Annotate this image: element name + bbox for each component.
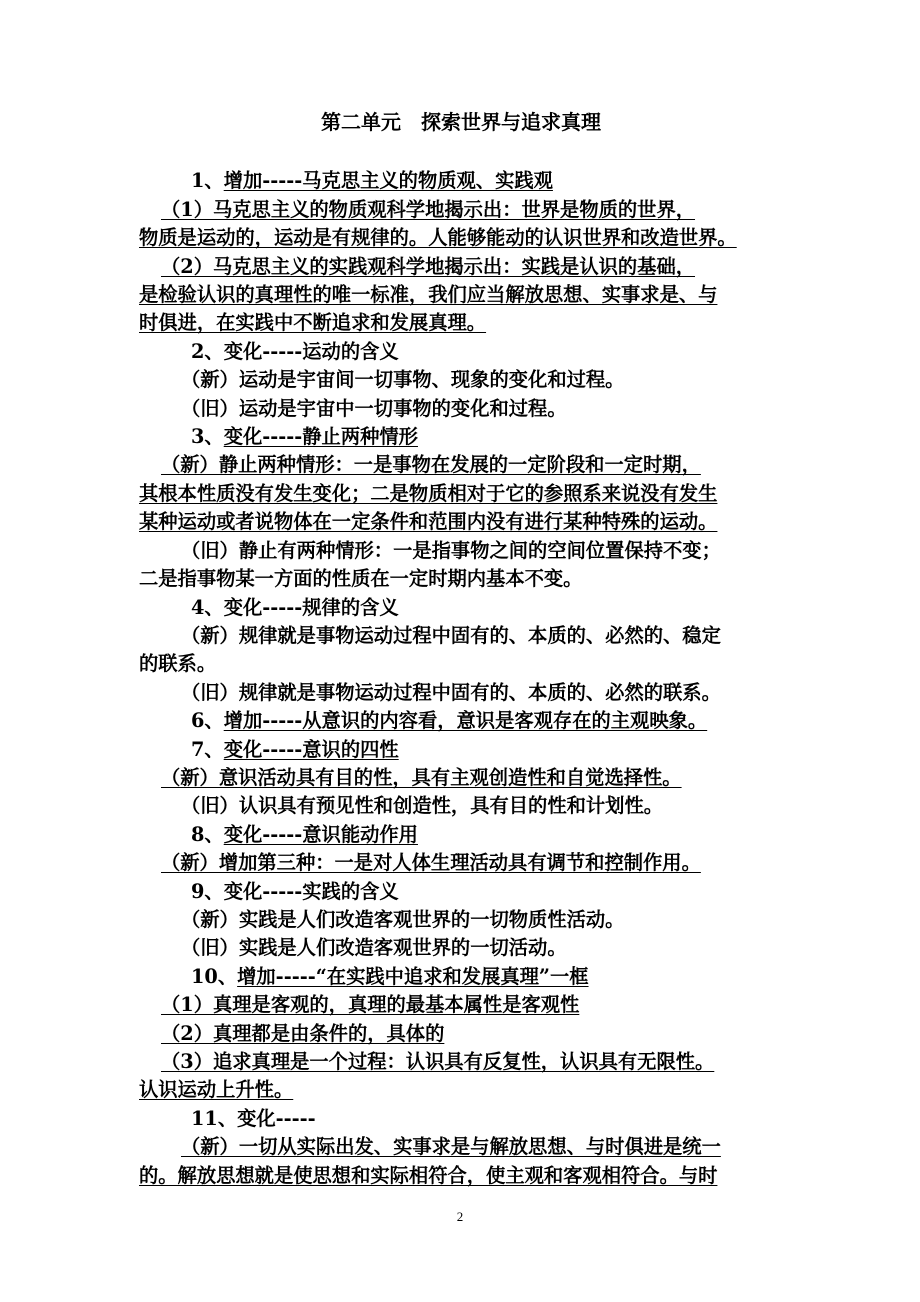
item-number: 7、 bbox=[191, 737, 224, 761]
text-line: 2、变化-----运动的含义 bbox=[191, 339, 399, 363]
underlined-text: （1）真理是客观的，真理的最基本属性是客观性 bbox=[161, 993, 580, 1017]
text-line bbox=[139, 1020, 783, 1048]
underlined-text: 变化-----意识的四性 bbox=[223, 737, 399, 761]
text-line: 二是指事物某一方面的性质在一定时期内基本不变。 bbox=[139, 567, 583, 591]
underlined-text: （3）追求真理是一个过程：认识具有反复性，认识具有无限性。 bbox=[161, 1050, 715, 1073]
text-line: （新）实践是人们改造客观世界的一切物质性活动。 bbox=[181, 907, 625, 931]
text-line: （新）运动是宇宙间一切事物、现象的变化和过程。 bbox=[181, 368, 625, 392]
text-line bbox=[139, 764, 783, 792]
text-line bbox=[139, 451, 783, 479]
text-line bbox=[139, 196, 783, 224]
text-line bbox=[139, 1162, 783, 1190]
underlined-text: 增加-----从意识的内容看，意识是客观存在的主观映象。 bbox=[223, 709, 708, 733]
underlined-text: 某种运动或者说物体在一定条件和范围内没有进行某种特殊的运动。 bbox=[139, 510, 718, 534]
text-line: （旧）静止有两种情形：一是指事物之间的空间位置保持不变； bbox=[181, 538, 721, 562]
text-line: 的联系。 bbox=[139, 652, 217, 676]
document-body bbox=[139, 167, 783, 1190]
text-line bbox=[139, 224, 783, 252]
text-line: 9、变化-----实践的含义 bbox=[191, 879, 399, 903]
underlined-text: 物质是运动的，运动是有规律的。人能够能动的认识世界和改造世界。 bbox=[139, 226, 737, 250]
text-line bbox=[139, 963, 783, 991]
text-line: 11、变化----- bbox=[191, 1106, 316, 1130]
item-number: 8、 bbox=[191, 822, 224, 846]
underlined-text: （2）马克思主义的实践观科学地揭示出：实践是认识的基础， bbox=[161, 254, 696, 278]
underlined-text: 时俱进，在实践中不断追求和发展真理。 bbox=[139, 311, 487, 335]
text-line bbox=[139, 821, 783, 849]
underlined-text: （新）增加第三种：一是对人体生理活动具有调节和控制作用。 bbox=[161, 851, 701, 875]
page-number: 2 bbox=[456, 1209, 464, 1224]
text-line: 4、变化-----规律的含义 bbox=[191, 595, 399, 619]
underlined-text: （新）一切从实际出发、实事求是与解放思想、与时俱进是统一 bbox=[181, 1135, 721, 1159]
item-number: 3、 bbox=[191, 425, 224, 449]
underlined-text: 是检验认识的真理性的唯一标准，我们应当解放思想、实事求是、与 bbox=[139, 283, 718, 307]
text-line bbox=[139, 508, 783, 536]
document-page bbox=[139, 108, 783, 1190]
text-line bbox=[139, 167, 783, 195]
underlined-text: （新）意识活动具有目的性，具有主观创造性和自觉选择性。 bbox=[161, 765, 682, 789]
item-number: 6、 bbox=[191, 709, 224, 733]
text-line: （新）规律就是事物运动过程中固有的、本质的、必然的、稳定 bbox=[181, 623, 721, 647]
text-line bbox=[139, 480, 783, 508]
underlined-text: （2）真理都是由条件的，具体的 bbox=[161, 1021, 445, 1045]
text-line bbox=[139, 736, 783, 764]
text-line bbox=[139, 707, 783, 735]
underlined-text: 增加-----“在实践中追求和发展真理”一框 bbox=[237, 964, 589, 988]
underlined-text: （1）马克思主义的物质观科学地揭示出：世界是物质的世界， bbox=[161, 197, 696, 221]
text-line bbox=[139, 253, 783, 281]
text-line bbox=[139, 1048, 783, 1076]
underlined-text: 其根本性质没有发生变化；二是物质相对于它的参照系来说没有发生 bbox=[139, 481, 718, 505]
text-line: （旧）规律就是事物运动过程中固有的、本质的、必然的联系。 bbox=[181, 680, 721, 704]
underlined-text: 认识运动上升性。 bbox=[139, 1078, 294, 1102]
text-line: （旧）运动是宇宙中一切事物的变化和过程。 bbox=[181, 396, 567, 420]
text-line bbox=[139, 309, 783, 337]
item-number: 10、 bbox=[191, 964, 238, 988]
text-line: （旧）认识具有预见性和创造性，具有目的性和计划性。 bbox=[181, 794, 664, 818]
underlined-text: （新）静止两种情形：一是事物在发展的一定阶段和一定时期， bbox=[161, 453, 701, 477]
underlined-text: 增加-----马克思主义的物质观、实践观 bbox=[223, 169, 553, 193]
text-line bbox=[139, 991, 783, 1019]
underlined-text: 的。解放思想就是使思想和实际相符合，使主观和客观相符合。与时 bbox=[139, 1163, 718, 1187]
item-number: 1、 bbox=[191, 169, 224, 193]
text-line bbox=[139, 281, 783, 309]
text-line bbox=[139, 849, 783, 877]
text-line bbox=[139, 1133, 783, 1161]
underlined-text: 变化-----意识能动作用 bbox=[223, 822, 418, 846]
text-line bbox=[139, 1076, 783, 1104]
underlined-text: 变化-----静止两种情形 bbox=[223, 425, 418, 449]
text-line bbox=[139, 423, 783, 451]
text-line: （旧）实践是人们改造客观世界的一切活动。 bbox=[181, 936, 567, 960]
document-title: 第二单元 探索世界与追求真理 bbox=[321, 110, 601, 134]
